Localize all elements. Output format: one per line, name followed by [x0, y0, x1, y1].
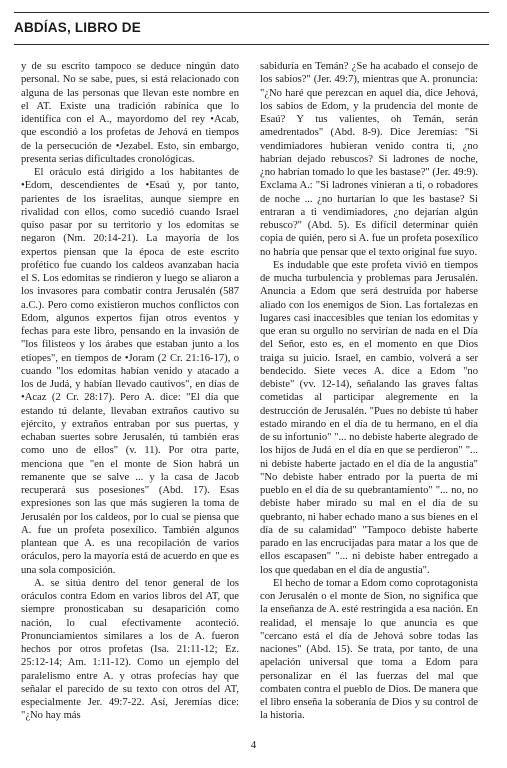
header-bottom-rule: [14, 44, 489, 45]
right-paragraph-1: sabiduría en Temán? ¿Se ha acabado el consejo de los sabios?" (Jer. 49:7), mientras que A. pronuncia: "¿No haré que perezcan en aquel día, dice Jehová, los sabios de Edom, y la prudencia del monte de Esaú? Y tus valientes, oh Temán, serán amedrentados" (Abd. 8-9). Dice Jeremías: "Si vendimiadores hubieran venido contra ti, ¿no habrían dejado rebuscos? Si ladrones de noche, ¿no habrían tomado lo que les bastase?" (Jer. 49:9). Exclama A.: "Si ladrones vinieran a ti, o robadores de noche ... ¿no hurtarían lo que les bastase? Si entraran a ti vendimiadores, ¿no dejarían algún rebusco?" (Abd. 5). Es difícil determinar quién copia de quién, pero si A. fue un profeta posexílico no habría que pensar que el texto original fue suyo.: [260, 61, 478, 258]
right-column: [260, 60, 478, 723]
header-top-rule: [14, 12, 489, 13]
right-paragraph-3: El hecho de tomar a Edom como coprotagonista con Jerusalén o el monte de Sion, no significa que la enseñanza de A. esté restringida a esa nación. En realidad, el mensaje lo que anuncia es que "cercano está el día de Jehová sobre todas las naciones" (Abd. 15). Se trata, por tanto, de una apelación universal que toma a Edom para personalizar en él las fuerzas del mal que combaten contra el pueblo de Dios. De manera que el libro enseña la soberanía de Dios y su control de la historia.: [260, 577, 478, 722]
left-paragraph-1: y de su escrito tampoco se deduce ningún dato personal. No se sabe, pues, si está relacionado con alguna de las personas que llevan este nombre en el AT. Existe una tradición rabínica que lo identifica con el A., mayordomo del rey •Acab, que escondió a los profetas de Jehová en tiempos de la persecución de •Jezabel. Esto, sin embargo, presenta serias dificultades cronológicas.: [21, 61, 239, 165]
page-number: 4: [250, 739, 257, 751]
left-paragraph-2: El oráculo está dirigido a los habitantes de •Edom, descendientes de •Esaú y, por tanto, parientes de los israelitas, aunque siempre en rivalidad con ellos, como sucedió cuando Israel quiso pasar por su territorio y los edomitas se negaron (Nm. 20:14-21). La mayoría de los expertos piensan que la época de este escrito profético fue cuando los caldeos avanzaban hacia el S. Los edomitas se rindieron y luego se aliaron a los invasores para combatir contra Jerusalén (587 a.C.). Pero como existieron muchos conflictos con Edom, algunos expertos fijan otros eventos y fechas para este libro, pensando en la invasión de "los filisteos y los árabes que estaban junto a los etíopes", en tiempos de •Joram (2 Cr. 21:16-17), o cuando "los edomitas habían venido y atacado a los de Judá, y habían llevado cautivos", en días de •Acaz (2 Cr. 28:17). Pero A. dice: "El día que estando tú delante, llevaban extraños cautivo su ejército, y extraños entraban por sus puertas, y echaban suertes sobre Jerusalén, tú también eras como uno de ellos" (v. 11). Por otra parte, menciona que "en el monte de Sion habrá un remanente que se salve ... y la casa de Jacob recuperará sus posesiones" (Abd. 17). Esas expresiones son las que más sugieren la toma de Jerusalén por los caldeos, por lo cual se piensa que A. fue un profeta posexílico. También algunos plantean que A. es una recopilación de varios oráculos, pero la mayoría está de acuerdo en que es una sola composición.: [21, 167, 239, 576]
right-paragraph-2: Es indudable que este profeta vivió en tiempos de mucha turbulencia y problemas para Jerusalén. Anuncia a Edom que será destruida por haberse aliado con los enemigos de Sion. Las fortalezas en lugares casi inaccesibles que tenían los edomitas y que eran su orgullo no servirían de nada en el Día del Señor, esto es, en el momento en que Dios traiga su juicio. Israel, en cambio, volverá a ser bendecido. Siete veces A. dice a Edom "no debiste" (vv. 12-14), señalando las graves faltas cometidas al participar alegremente en la destrucción de Jerusalén. "Pues no debiste tú haber estado mirando en el día de tu hermano, en el día de su infortunio" "... no debiste haberte alegrado de los hijos de Judá en el día en que se perdieron" "... ni debiste haberte jactado en el día de la angustia" "No debiste haber entrado por la puerta de mi pueblo en el día de su quebrantamiento" "... no, no debiste haber mirado su mal en el día de su quebranto, ni haber echado mano a sus bienes en el día de su calamidad" "Tampoco debiste haberte parado en las encrucijadas para matar a los que de ellos escapasen" "... ni debiste haber entregado a los que quedaban en el día de angustia".: [260, 259, 478, 576]
left-column: [21, 60, 239, 723]
running-head: ABDÍAS, LIBRO DE: [14, 20, 141, 35]
left-paragraph-3: A. se sitúa dentro del tenor general de los oráculos contra Edom en varios libros del AT, que siempre pronosticaban su desaparición como nación, lo cual efectivamente aconteció. Pronunciamientos similares a los de A. fueron hechos por otros profetas (Isa. 21:11-12; Ez. 25:12-14; Am. 1:11-12). Como un ejemplo del paralelismo entre A. y otras profecías hay que señalar el parecido de su texto con otros del AT, especialmente Jer. 49:7-22. Así, Jeremías dice: "¿No hay más: [21, 577, 239, 722]
